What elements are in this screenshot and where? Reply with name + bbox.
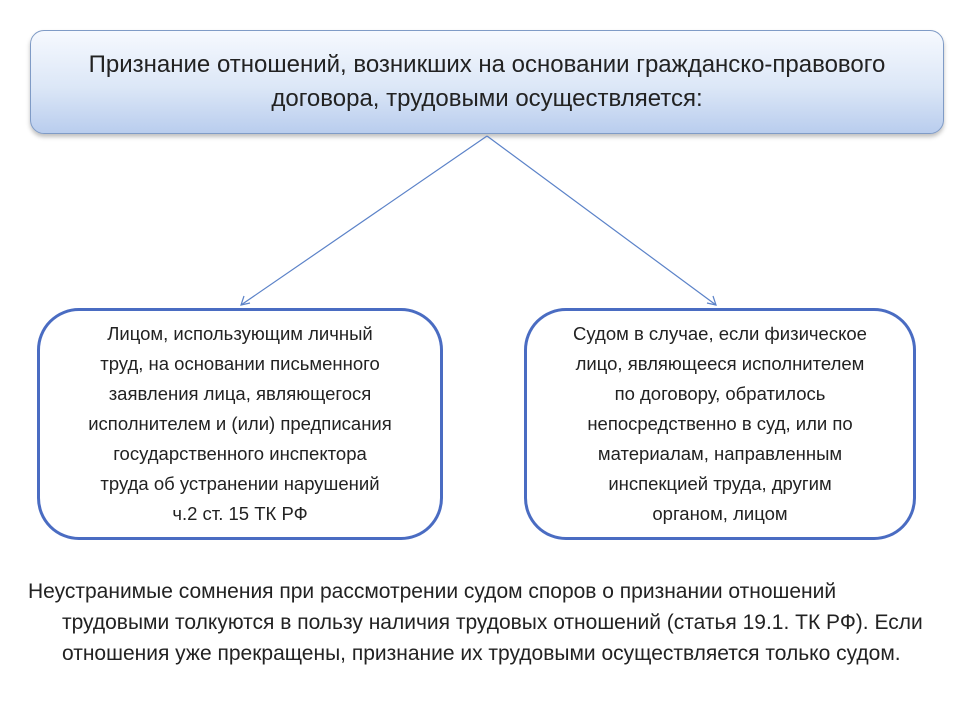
header-title: Признание отношений, возникших на основании гражданско-правового договора, трудовыми осуществляется: (88, 51, 886, 112)
footnote-paragraph: Неустранимые сомнения при рассмотрении судом споров о признании отношений трудовыми толкуются в пользу наличия трудовых отношений (статья 19.1. ТК РФ). Если отношения уже прекращены, признание их трудовыми осуществляется только судом. (28, 580, 923, 665)
arrowhead-right (707, 296, 716, 305)
branch-text-court: Судом в случае, если физическое лицо, являющееся исполнителем по договору, обратилось непосредственно в суд, или по материалам, направленным инспекцией труда, другим органом, лицом (573, 323, 867, 524)
arrow-to-right-branch (487, 136, 716, 305)
branch-text-employer: Лицом, использующим личный труд, на основании письменного заявления лица, являющегося исполнителем и (или) предписания государственного инспектора труда об устранении нарушений ч.2 ст. 15 ТК РФ (88, 323, 392, 524)
branch-box-court (524, 308, 916, 540)
header-box (30, 30, 944, 134)
branch-box-employer (37, 308, 443, 540)
arrow-to-left-branch (241, 136, 487, 305)
arrowhead-left (241, 296, 250, 305)
